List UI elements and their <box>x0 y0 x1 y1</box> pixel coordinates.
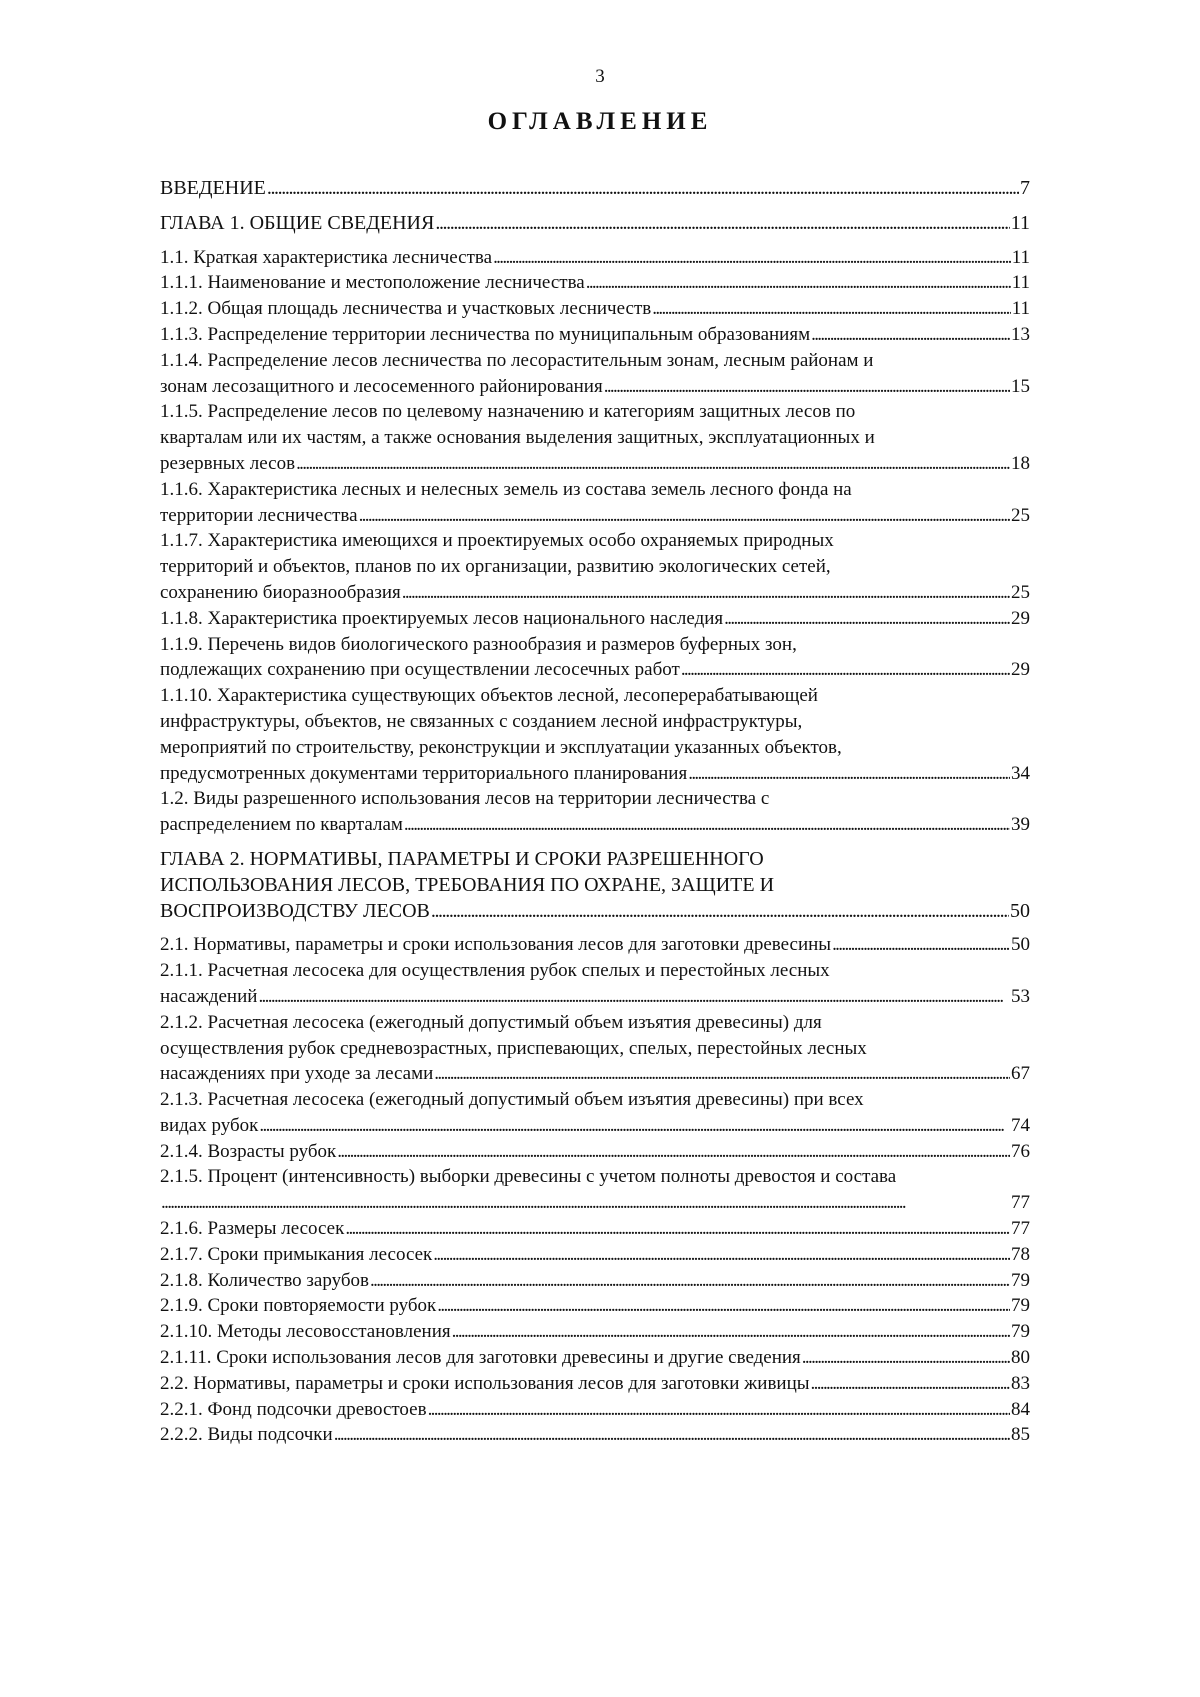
toc-entry-line <box>160 1087 1030 1113</box>
toc-entry-line <box>160 1242 1030 1268</box>
dot-leader <box>296 451 1010 477</box>
toc-section-entry[interactable] <box>160 1164 1030 1216</box>
dot-leader <box>337 1139 1010 1165</box>
toc-entry-text: ВВЕДЕНИЕ <box>160 177 266 199</box>
dot-leader <box>258 984 1010 1010</box>
dot-leader <box>652 296 1010 322</box>
toc-page-number: 79 <box>1011 1295 1030 1317</box>
toc-section-entry[interactable] <box>160 528 1030 605</box>
dot-leader <box>802 1345 1010 1371</box>
toc-entry-line <box>160 1397 1030 1423</box>
toc-entry-line <box>160 374 1030 400</box>
toc-entry-text: видах рубок <box>160 1114 259 1136</box>
toc-page-number: 25 <box>1011 581 1030 603</box>
toc-entry-text: 1.1.7. Характеристика имеющихся и проектируемых особо охраняемых природных <box>160 530 834 552</box>
toc-entry-text: 2.2.2. Виды подсочки <box>160 1424 333 1446</box>
toc-entry-text: насаждениях при уходе за лесами <box>160 1063 434 1085</box>
toc-section-entry[interactable] <box>160 1422 1030 1448</box>
toc-section-entry[interactable] <box>160 1345 1030 1371</box>
toc-entry-text: кварталам или их частям, а также основания выделения защитных, эксплуатационных и <box>160 427 875 449</box>
toc-page-number: 15 <box>1011 375 1030 397</box>
toc-entry-line <box>160 245 1030 271</box>
toc-section-entry[interactable] <box>160 1216 1030 1242</box>
toc-entry-line <box>160 1113 1030 1139</box>
toc-chapter-entry[interactable] <box>160 176 1030 202</box>
toc-entry-line <box>160 709 1030 735</box>
toc-entry-text: инфраструктуры, объектов, не связанных с созданием лесной инфраструктуры, <box>160 710 803 732</box>
toc-page-number: 84 <box>1011 1398 1030 1420</box>
toc-page-number: 77 <box>1011 1218 1030 1240</box>
dot-leader <box>437 1293 1010 1319</box>
toc-entry-line <box>160 425 1030 451</box>
toc-page-number: 77 <box>1011 1192 1030 1214</box>
toc-page-number: 50 <box>1010 899 1030 922</box>
toc-section-entry[interactable] <box>160 270 1030 296</box>
toc-section-entry[interactable] <box>160 1139 1030 1165</box>
toc-page-number: 80 <box>1011 1347 1030 1369</box>
dot-leader <box>259 1113 1010 1139</box>
dot-leader <box>161 1190 1010 1216</box>
toc-entry-text: 2.1.10. Методы лесовосстановления <box>160 1321 451 1343</box>
toc-entry-text: 2.1.11. Сроки использования лесов для заготовки древесины и другие сведения <box>160 1347 801 1369</box>
toc-section-entry[interactable] <box>160 348 1030 400</box>
toc-entry-line <box>160 1036 1030 1062</box>
toc-section-entry[interactable] <box>160 296 1030 322</box>
toc-entry-text: 2.1.2. Расчетная лесосека (ежегодный допустимый объем изъятия древесины) для <box>160 1011 822 1033</box>
toc-entry-line <box>160 847 1030 873</box>
dot-leader <box>267 176 1019 202</box>
toc-entry-line <box>160 270 1030 296</box>
dot-leader <box>428 1397 1010 1423</box>
toc-entry-text: 1.1.4. Распределение лесов лесничества по лесорастительным зонам, лесным районам и <box>160 349 874 371</box>
toc-entry-line <box>160 477 1030 503</box>
toc-section-entry[interactable] <box>160 245 1030 271</box>
toc-section-entry[interactable] <box>160 1010 1030 1087</box>
toc-chapter-entry[interactable] <box>160 847 1030 924</box>
toc-entry-text: 1.1.5. Распределение лесов по целевому назначению и категориям защитных лесов по <box>160 401 856 423</box>
toc-section-entry[interactable] <box>160 477 1030 529</box>
toc-entry-text: 1.1.6. Характеристика лесных и нелесных земель из состава земель лесного фонда на <box>160 478 852 500</box>
toc-entry-line <box>160 873 1030 899</box>
toc-entry-text: 2.1.5. Процент (интенсивность) выборки древесины с учетом полноты древостоя и состава <box>160 1166 897 1188</box>
toc-entry-line <box>160 899 1030 925</box>
toc-page-number: 79 <box>1011 1321 1030 1343</box>
dot-leader <box>404 812 1010 838</box>
dot-leader <box>832 932 1010 958</box>
toc-entry-line <box>160 1319 1030 1345</box>
toc-entry-line <box>160 1164 1030 1190</box>
dot-leader <box>359 503 1010 529</box>
toc-entry-line <box>160 958 1030 984</box>
toc-entry-line <box>160 1345 1030 1371</box>
toc-entry-line <box>160 786 1030 812</box>
toc-page-number: 79 <box>1011 1269 1030 1291</box>
toc-entry-line <box>160 296 1030 322</box>
toc-page-number: 78 <box>1011 1243 1030 1265</box>
toc-entry-line <box>160 503 1030 529</box>
toc-page-number: 29 <box>1011 607 1030 629</box>
dot-leader <box>688 761 1010 787</box>
toc-entry-line <box>160 399 1030 425</box>
toc-entry-line <box>160 528 1030 554</box>
toc-chapter-entry[interactable] <box>160 211 1030 237</box>
toc-entry-text: 2.1.1. Расчетная лесосека для осуществления рубок спелых и перестойных лесных <box>160 960 830 982</box>
toc-entry-line <box>160 812 1030 838</box>
toc-entry-text: 1.1.3. Распределение территории лесничества по муниципальным образованиям <box>160 323 811 345</box>
page-number: 3 <box>595 66 605 87</box>
dot-leader <box>434 1061 1010 1087</box>
toc-section-entry[interactable] <box>160 1087 1030 1139</box>
toc-page-number: 18 <box>1011 452 1030 474</box>
toc-entry-line <box>160 1139 1030 1165</box>
toc-page-number: 11 <box>1010 211 1030 234</box>
toc-entry-line <box>160 984 1030 1010</box>
toc-entry-line <box>160 211 1030 237</box>
toc-entry-text: резервных лесов <box>160 452 296 474</box>
toc-page-number: 11 <box>1011 272 1030 294</box>
toc-entry-line <box>160 1061 1030 1087</box>
toc-page-number: 53 <box>1011 985 1030 1007</box>
toc-entry-text: 2.1.6. Размеры лесосек <box>160 1218 345 1240</box>
toc-entry-text: 2.2.1. Фонд подсочки древостоев <box>160 1398 427 1420</box>
toc-page-number: 83 <box>1011 1372 1030 1394</box>
dot-leader <box>604 374 1010 400</box>
toc-entry-text: 1.1.1. Наименование и местоположение лесничества <box>160 272 585 294</box>
toc-section-entry[interactable] <box>160 399 1030 476</box>
toc-page-number: 67 <box>1011 1063 1030 1085</box>
toc-entry-text: предусмотренных документами территориального планирования <box>160 762 688 784</box>
toc-entry-text: 1.1. Краткая характеристика лесничества <box>160 246 493 268</box>
toc-section-entry[interactable] <box>160 1319 1030 1345</box>
toc-entry-text: зонам лесозащитного и лесосеменного районирования <box>160 375 603 397</box>
toc-section-entry[interactable] <box>160 786 1030 838</box>
toc-entry-text: осуществления рубок средневозрастных, приспевающих, спелых, перестойных лесных <box>160 1037 867 1059</box>
table-of-contents <box>160 176 1030 1448</box>
dot-leader <box>433 1242 1010 1268</box>
toc-entry-text: 2.1. Нормативы, параметры и сроки использования лесов для заготовки древесины <box>160 934 832 956</box>
toc-entry-text: 2.1.8. Количество зарубов <box>160 1269 369 1291</box>
toc-entry-text: ИСПОЛЬЗОВАНИЯ ЛЕСОВ, ТРЕБОВАНИЯ ПО ОХРАНЕ, ЗАЩИТЕ И <box>160 873 775 896</box>
toc-entry-text: 2.1.9. Сроки повторяемости рубок <box>160 1295 437 1317</box>
toc-entry-line <box>160 657 1030 683</box>
dot-leader <box>811 1371 1010 1397</box>
dot-leader <box>681 657 1010 683</box>
toc-page-number: 50 <box>1011 934 1030 956</box>
toc-section-entry[interactable] <box>160 932 1030 958</box>
toc-section-entry[interactable] <box>160 322 1030 348</box>
toc-section-entry[interactable] <box>160 1397 1030 1423</box>
toc-entry-line <box>160 176 1030 202</box>
toc-entry-text: 1.1.2. Общая площадь лесничества и участковых лесничеств <box>160 298 652 320</box>
toc-entry-text: 2.1.4. Возрасты рубок <box>160 1140 337 1162</box>
toc-section-entry[interactable] <box>160 1293 1030 1319</box>
toc-entry-line <box>160 1422 1030 1448</box>
dot-leader <box>493 245 1011 271</box>
toc-entry-text: 2.2. Нормативы, параметры и сроки использования лесов для заготовки живицы <box>160 1372 810 1394</box>
toc-entry-line <box>160 1293 1030 1319</box>
toc-entry-line <box>160 761 1030 787</box>
toc-entry-line <box>160 1268 1030 1294</box>
dot-leader <box>724 606 1010 632</box>
toc-entry-line <box>160 735 1030 761</box>
toc-section-entry[interactable] <box>160 632 1030 684</box>
toc-page-number: 34 <box>1011 762 1030 784</box>
toc-page-number: 11 <box>1011 246 1030 268</box>
toc-section-entry[interactable] <box>160 606 1030 632</box>
toc-title: ОГЛАВЛЕНИЕ <box>487 108 713 135</box>
toc-entry-line <box>160 580 1030 606</box>
toc-entry-text: подлежащих сохранению при осуществлении лесосечных работ <box>160 659 680 681</box>
toc-section-entry[interactable] <box>160 958 1030 1010</box>
toc-page-number: 13 <box>1011 323 1030 345</box>
toc-entry-line <box>160 322 1030 348</box>
toc-entry-line <box>160 606 1030 632</box>
toc-entry-text: территории лесничества <box>160 504 358 526</box>
dot-leader <box>345 1216 1010 1242</box>
toc-entry-text: 1.1.9. Перечень видов биологического разнообразия и размеров буферных зон, <box>160 633 797 655</box>
toc-page-number: 29 <box>1011 659 1030 681</box>
toc-entry-text: 2.1.7. Сроки примыкания лесосек <box>160 1243 433 1265</box>
toc-page-number: 7 <box>1020 177 1030 199</box>
toc-section-entry[interactable] <box>160 1242 1030 1268</box>
toc-entry-text: мероприятий по строительству, реконструкции и эксплуатации указанных объектов, <box>160 736 842 758</box>
toc-page-number: 25 <box>1011 504 1030 526</box>
toc-entry-line <box>160 632 1030 658</box>
toc-page-number: 39 <box>1011 814 1030 836</box>
toc-section-entry[interactable] <box>160 1371 1030 1397</box>
toc-entry-text: насаждений <box>160 985 258 1007</box>
toc-page-number: 76 <box>1011 1140 1030 1162</box>
toc-entry-text: 1.1.8. Характеристика проектируемых лесов национального наследия <box>160 607 724 629</box>
toc-entry-text: территорий и объектов, планов по их организации, развитию экологических сетей, <box>160 556 831 578</box>
toc-entry-line <box>160 1190 1030 1216</box>
toc-page-number: 85 <box>1011 1424 1030 1446</box>
toc-entry-line <box>160 554 1030 580</box>
dot-leader <box>452 1319 1010 1345</box>
toc-entry-line <box>160 683 1030 709</box>
dot-leader <box>431 899 1009 925</box>
toc-entry-text: 2.1.3. Расчетная лесосека (ежегодный допустимый объем изъятия древесины) при всех <box>160 1089 864 1111</box>
toc-entry-line <box>160 1371 1030 1397</box>
toc-entry-line <box>160 348 1030 374</box>
toc-entry-line <box>160 1216 1030 1242</box>
toc-page-number: 11 <box>1011 298 1030 320</box>
toc-section-entry[interactable] <box>160 683 1030 786</box>
toc-page-number: 74 <box>1011 1114 1030 1136</box>
toc-entry-text: ВОСПРОИЗВОДСТВУ ЛЕСОВ <box>160 899 430 922</box>
toc-entry-text: ГЛАВА 1. ОБЩИЕ СВЕДЕНИЯ <box>160 211 435 234</box>
toc-entry-line <box>160 1010 1030 1036</box>
dot-leader <box>370 1268 1010 1294</box>
toc-entry-text: распределением по кварталам <box>160 814 403 836</box>
dot-leader <box>334 1422 1010 1448</box>
toc-entry-line <box>160 932 1030 958</box>
toc-section-entry[interactable] <box>160 1268 1030 1294</box>
toc-entry-text: сохранению биоразнообразия <box>160 581 401 603</box>
toc-entry-line <box>160 451 1030 477</box>
dot-leader <box>811 322 1010 348</box>
dot-leader <box>402 580 1010 606</box>
dot-leader <box>435 211 1009 237</box>
dot-leader <box>586 270 1011 296</box>
toc-entry-text: 1.1.10. Характеристика существующих объектов лесной, лесоперерабатывающей <box>160 685 818 707</box>
toc-entry-text: 1.2. Виды разрешенного использования лесов на территории лесничества с <box>160 788 770 810</box>
toc-entry-text: ГЛАВА 2. НОРМАТИВЫ, ПАРАМЕТРЫ И СРОКИ РАЗРЕШЕННОГО <box>160 847 764 870</box>
